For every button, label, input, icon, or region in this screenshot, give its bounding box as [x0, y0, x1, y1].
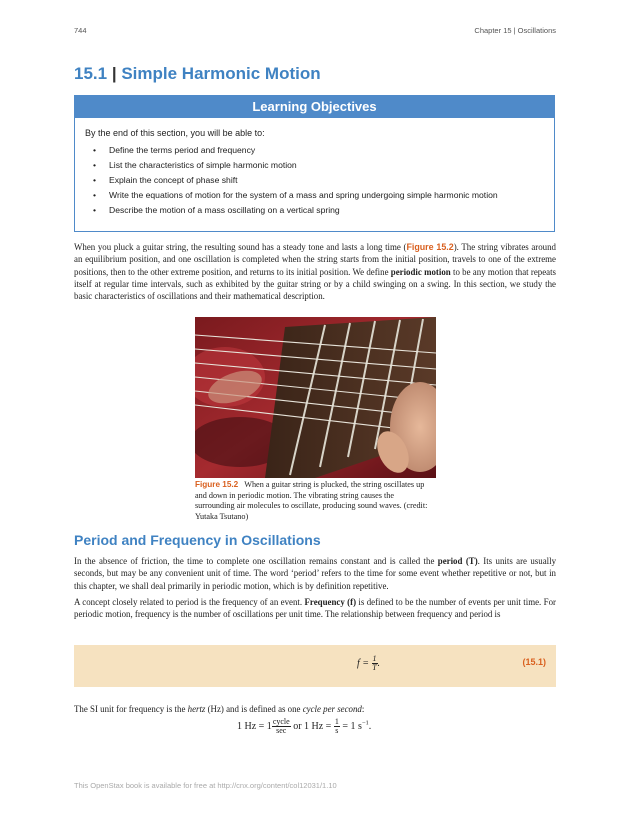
guitar-photo [195, 317, 436, 478]
guitar-image-icon [195, 317, 436, 478]
section-heading [74, 64, 321, 84]
learning-objectives-box [74, 95, 555, 232]
subsection-title: Period and Frequency in Oscillations [74, 532, 321, 548]
section-title: Simple Harmonic Motion [121, 64, 321, 83]
learning-objectives-list [75, 145, 554, 216]
chapter-header: Chapter 15 | Oscillations [474, 26, 556, 35]
section-number: 15.1 [74, 64, 108, 83]
bullet-icon: • [93, 205, 97, 215]
figure-label: Figure 15.2 [195, 480, 239, 489]
period-paragraph: In the absence of friction, the time to complete one oscillation remains constant and is called the period (T). Its units are usually seconds, but may be any convenient unit of time. The word ‘period’ refers to the time for some event whether repetitive or not, but in this chapter, we shall deal primarily in periodic motion, which is by definition repetitive. [74, 556, 557, 591]
learning-objectives-intro: By the end of this section, you will be able to: [85, 128, 265, 138]
list-item [75, 160, 554, 171]
page-number: 744 [74, 26, 87, 35]
objective-text: Define the terms period and frequency [109, 145, 256, 155]
intro-paragraph: When you pluck a guitar string, the resulting sound has a steady tone and lasts a long time (Figure 15.2). The string vibrates around an equilibrium position, and one oscillation is completed when the string starts from the initial position, travels to one of the extreme positions, then to the other extreme position, and returns to its initial position. We define periodic motion to be any motion that repeats itself at regular time intervals, such as exhibited by the guitar string or by a child swinging on a swing. In this section, we study the basic characteristics of oscillations and their mathematical description. [74, 242, 556, 302]
equation-number: (15.1) [522, 657, 546, 667]
term-hertz: hertz [187, 704, 206, 714]
list-item [75, 190, 554, 201]
frequency-paragraph: A concept closely related to period is the frequency of an event. Frequency (f) is defined to be the number of events per unit time. For periodic motion, frequency is the number of oscillations per unit time. The relationship between frequency and period is [74, 597, 556, 620]
section-separator: | [111, 64, 117, 83]
figure-caption [195, 480, 435, 522]
equation-box [74, 645, 556, 687]
figure-link[interactable]: Figure 15.2 [406, 242, 454, 252]
fraction: $\frac{1}{T}$ [372, 654, 377, 672]
objective-text: Describe the motion of a mass oscillating on a vertical spring [109, 205, 340, 215]
figure-caption-text: When a guitar string is plucked, the string oscillates up and down in periodic motion. The vibrating string causes the surrounding air molecules to oscillate, producing sound waves. (credit: Yutaka Tsutano) [195, 480, 428, 521]
term-periodic-motion: periodic motion [390, 266, 451, 277]
learning-objectives-title: Learning Objectives [75, 96, 554, 118]
bullet-icon: • [93, 175, 97, 185]
bullet-icon: • [93, 190, 97, 200]
list-item [75, 175, 554, 186]
objective-text: Write the equations of motion for the system of a mass and spring undergoing simple harmonic motion [109, 190, 498, 200]
bullet-icon: • [93, 160, 97, 170]
bullet-icon: • [93, 145, 97, 155]
footer-note: This OpenStax book is available for free at http://cnx.org/content/col12031/1.10 [74, 781, 337, 790]
list-item [75, 205, 554, 216]
term-frequency: Frequency (f) [304, 597, 357, 607]
si-unit-paragraph: The SI unit for frequency is the hertz (Hz) and is defined as one cycle per second: [74, 704, 365, 714]
fraction: $\frac{\text{cycle}}{\sec}$ [272, 717, 290, 735]
term-cycle-per-second: cycle per second [302, 704, 362, 714]
term-period: period (T) [437, 556, 478, 566]
objective-text: List the characteristics of simple harmonic motion [109, 160, 297, 170]
hertz-equation: 1 Hz = 1 $\frac{\text{cycle}}{\sec}$ or 1 Hz = $\frac{1}{s}$ = 1 $s^{-1}$. [237, 717, 372, 735]
list-item [75, 145, 554, 156]
frequency-equation: f = $\frac{1}{T}$ . [357, 654, 381, 672]
fraction: $\frac{1}{s}$ [334, 717, 339, 735]
objective-text: Explain the concept of phase shift [109, 175, 238, 185]
